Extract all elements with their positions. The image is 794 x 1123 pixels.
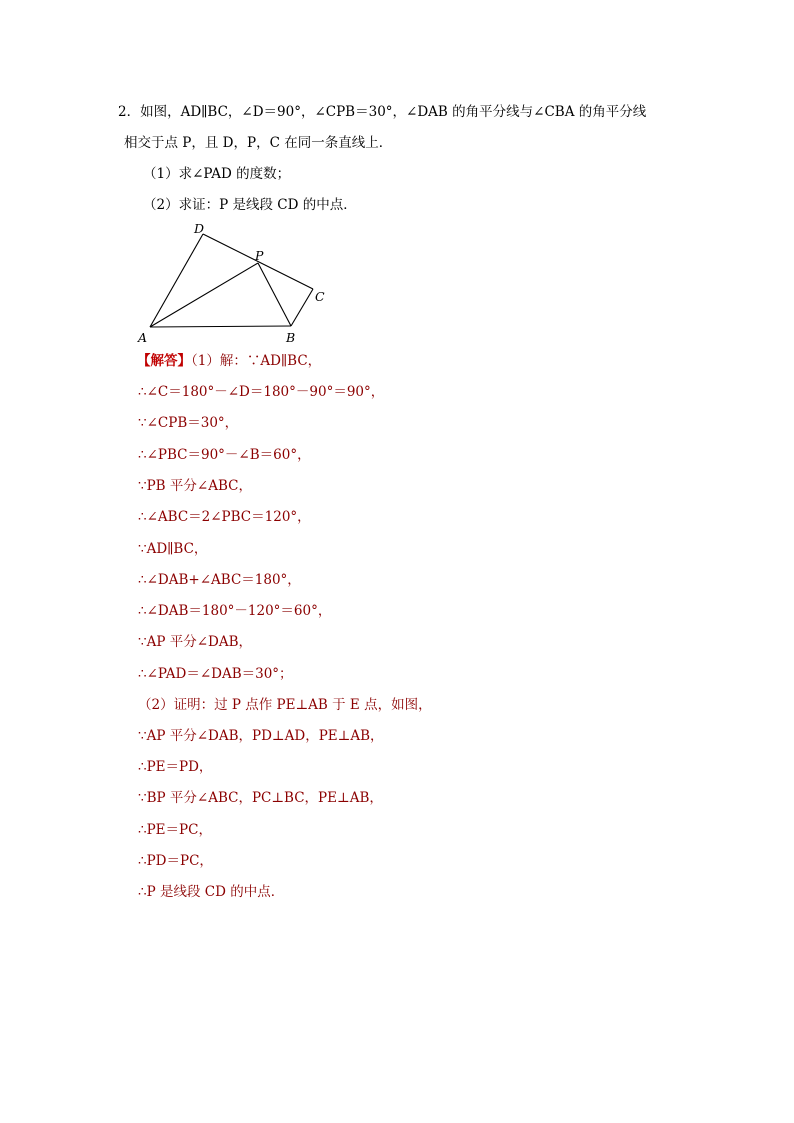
answer-line: ∴∠C＝180°－∠D＝180°－90°＝90°， [138,384,385,400]
answer-line: ∴∠DAB＝180°－120°＝60°， [138,603,332,619]
segment-AD [150,234,203,327]
question-part-1: （1）求∠PAD 的度数； [143,166,291,182]
label-B: B [286,330,296,345]
segment-AP [150,263,258,327]
label-D: D [194,221,205,236]
answer-line: ∵AP 平分∠DAB， [138,634,253,650]
answer-line: ∴∠PBC＝90°－∠B＝60°， [138,447,311,463]
answer-line: ∴PE＝PC， [138,822,212,838]
answer-line: ∴∠PAD＝∠DAB＝30°； [138,666,293,682]
answer-line: ∵∠CPB＝30°， [138,415,239,431]
answer-line: ∵AP 平分∠DAB，PD⊥AD，PE⊥AB， [138,728,384,744]
question-line-1: 2．如图，AD∥BC，∠D＝90°，∠CPB＝30°，∠DAB 的角平分线与∠CBA 的角平分线 [118,104,647,120]
answer-line: ∴∠ABC＝2∠PBC＝120°， [138,509,311,525]
geometry-figure [130,218,340,350]
answer-tag: 【解答】 [137,353,191,369]
answer-line: ∵AD∥BC， [138,541,208,557]
answer-line: ∴PD＝PC， [138,853,213,869]
label-C: C [315,289,325,304]
segment-AB [150,326,291,327]
question-line-2: 相交于点 P，且 D，P，C 在同一条直线上． [124,135,393,151]
answer-line: ∵PB 平分∠ABC， [138,478,252,494]
answer-line: （2）证明：过 P 点作 PE⊥AB 于 E 点，如图， [138,697,432,713]
segment-BC [291,289,313,326]
answer-line: ∴∠DAB+∠ABC＝180°， [138,572,301,588]
label-P: P [255,248,264,263]
answer-line: ∴P 是线段 CD 的中点． [138,884,285,900]
label-A: A [138,330,148,345]
answer-line: ∵BP 平分∠ABC，PC⊥BC，PE⊥AB， [138,790,383,806]
question-part-2: （2）求证：P 是线段 CD 的中点． [143,197,357,213]
answer-line: （1）解：∵AD∥BC， [191,353,322,369]
answer-line: ∴PE＝PD， [138,759,213,775]
segment-PB [258,263,291,326]
answer-first-line [137,352,321,370]
